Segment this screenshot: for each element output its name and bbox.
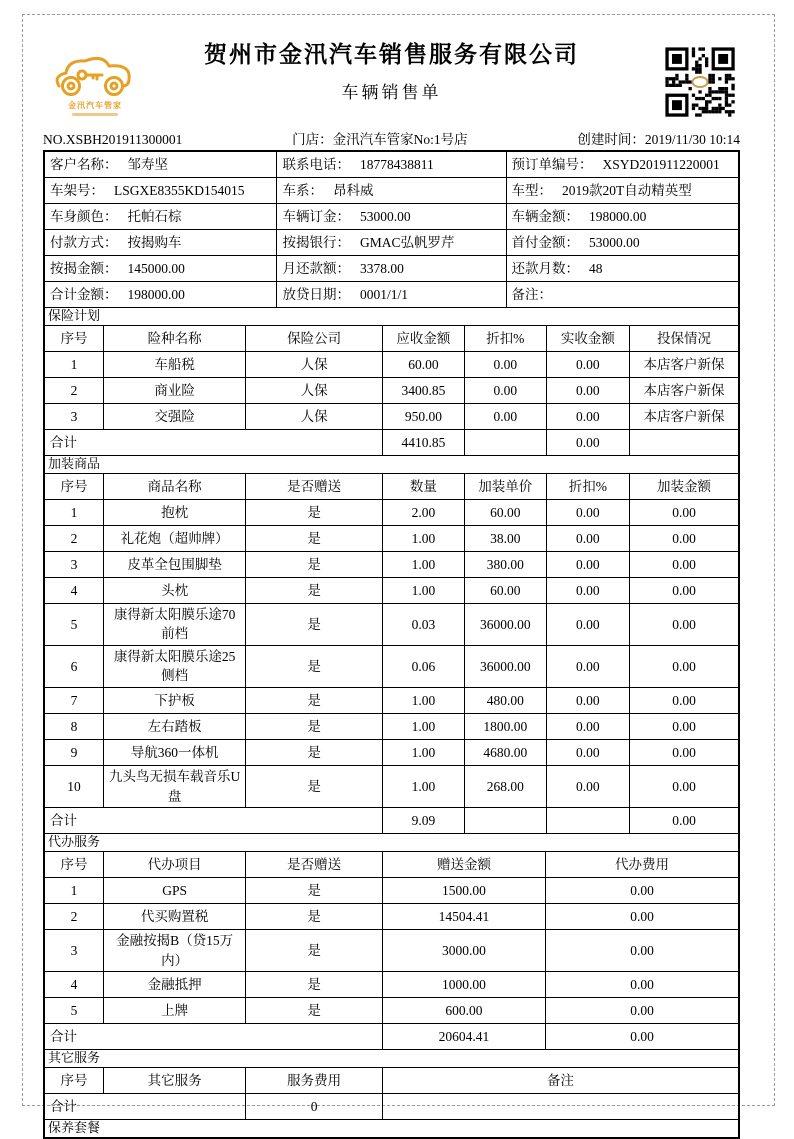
table-cell: 3 (45, 403, 104, 429)
table-cell: 0.00 (546, 766, 629, 808)
column-header: 数量 (382, 473, 464, 499)
table-cell: 60.00 (382, 351, 464, 377)
table-header-row (45, 1068, 739, 1094)
info-label: 还款月数： (511, 260, 579, 276)
table-cell: 是 (246, 878, 383, 904)
table-cell: 1.00 (382, 688, 464, 714)
table-cell: 是 (246, 577, 383, 603)
table-cell: 60.00 (464, 499, 546, 525)
other-services-table (44, 1049, 739, 1120)
table-cell: 36000.00 (464, 603, 546, 645)
info-value: 托帕石棕 (127, 208, 182, 224)
info-cell (45, 282, 277, 308)
column-header: 投保情况 (630, 325, 739, 351)
column-header: 序号 (45, 852, 104, 878)
column-header: 险种名称 (103, 325, 245, 351)
table-cell: 1800.00 (464, 714, 546, 740)
customer-info-table (44, 151, 739, 308)
info-label: 付款方式： (50, 234, 118, 250)
table-cell: 38.00 (464, 525, 546, 551)
table-cell: 3 (45, 551, 104, 577)
column-header: 代办项目 (103, 852, 245, 878)
info-cell (45, 152, 277, 178)
document-header (43, 28, 740, 124)
table-header-row (45, 473, 739, 499)
info-row (45, 204, 739, 230)
info-label: 车辆金额： (511, 208, 579, 224)
table-cell: 2 (45, 377, 104, 403)
total-label: 合计 (45, 1024, 383, 1050)
column-header: 应收金额 (382, 325, 464, 351)
column-header: 代办费用 (546, 852, 739, 878)
table-cell: 是 (246, 551, 383, 577)
table-cell: 人保 (246, 351, 383, 377)
table-cell: 是 (246, 972, 383, 998)
table-cell: 皮革全包围脚垫 (103, 551, 245, 577)
table-cell: 14504.41 (382, 904, 545, 930)
table-cell: 480.00 (464, 688, 546, 714)
table-cell: 是 (246, 766, 383, 808)
table-cell: 0.00 (546, 930, 739, 972)
info-value: 0001/1/1 (359, 286, 408, 302)
table-cell: 是 (246, 645, 383, 687)
table-row (45, 577, 739, 603)
column-header: 其它服务 (103, 1068, 245, 1094)
info-value: 2019款20T自动精英型 (562, 182, 692, 198)
table-cell: 0.00 (630, 688, 739, 714)
table-cell: 9 (45, 740, 104, 766)
total-cell: 9.09 (382, 808, 464, 834)
table-cell: 0.00 (630, 525, 739, 551)
table-row (45, 972, 739, 998)
total-row (45, 429, 739, 455)
info-label: 车辆订金： (282, 208, 350, 224)
table-cell: GPS (103, 878, 245, 904)
company-logo (49, 46, 141, 116)
info-label: 按揭金额： (50, 260, 118, 276)
table-cell: 6 (45, 645, 104, 687)
info-label: 车身颜色： (50, 208, 118, 224)
table-cell: 0.00 (546, 972, 739, 998)
total-cell (382, 1094, 738, 1120)
info-label: 联系电话： (282, 156, 350, 172)
total-cell (546, 808, 629, 834)
table-cell: 康得新太阳膜乐途70前档 (103, 603, 245, 645)
table-cell: 1000.00 (382, 972, 545, 998)
section-title: 保养套餐 (45, 1120, 739, 1138)
accessories-table (44, 455, 739, 834)
info-cell (506, 282, 739, 308)
table-row (45, 904, 739, 930)
table-cell: 是 (246, 998, 383, 1024)
info-value: 3378.00 (359, 260, 404, 276)
total-cell: 0.00 (546, 1024, 739, 1050)
table-cell: 是 (246, 499, 383, 525)
table-cell: 1500.00 (382, 878, 545, 904)
table-cell: 九头鸟无损车载音乐U盘 (103, 766, 245, 808)
table-cell: 金融按揭B（贷15万内） (103, 930, 245, 972)
table-cell: 1.00 (382, 551, 464, 577)
table-cell: 1.00 (382, 714, 464, 740)
total-cell: 0.00 (546, 429, 629, 455)
table-cell: 是 (246, 688, 383, 714)
info-value: GMAC弘帆罗芹 (359, 234, 455, 250)
info-cell (45, 230, 277, 256)
store-name (292, 128, 468, 148)
info-label: 首付金额： (511, 234, 579, 250)
table-cell: 0.00 (546, 603, 629, 645)
info-value: 昂科威 (332, 182, 374, 198)
table-cell: 0.00 (546, 688, 629, 714)
section-title-row (45, 1050, 739, 1068)
table-cell: 0.00 (630, 577, 739, 603)
table-header-row (45, 325, 739, 351)
info-label: 车架号： (50, 182, 104, 198)
table-row (45, 551, 739, 577)
info-value: 145000.00 (127, 260, 185, 276)
created-time (577, 128, 740, 148)
table-cell: 0.00 (630, 645, 739, 687)
table-cell: 36000.00 (464, 645, 546, 687)
column-header: 服务费用 (246, 1068, 383, 1094)
table-cell: 2 (45, 525, 104, 551)
table-row (45, 766, 739, 808)
column-header: 加装金额 (630, 473, 739, 499)
info-row (45, 152, 739, 178)
table-cell: 0.00 (546, 551, 629, 577)
table-cell: 1.00 (382, 577, 464, 603)
table-cell: 0.00 (630, 603, 739, 645)
table-cell: 0.00 (546, 499, 629, 525)
table-row (45, 403, 739, 429)
order-number: NO.XSBH201911300001 (43, 132, 183, 147)
info-cell (45, 178, 277, 204)
info-cell (506, 256, 739, 282)
table-cell: 0.00 (464, 377, 546, 403)
document-title: 车辆销售单 (341, 83, 442, 102)
meta-line (43, 124, 740, 150)
table-cell: 1 (45, 499, 104, 525)
title-block (43, 28, 740, 103)
info-cell (277, 230, 506, 256)
table-cell: 1.00 (382, 525, 464, 551)
table-cell: 抱枕 (103, 499, 245, 525)
column-header: 序号 (45, 325, 104, 351)
table-row (45, 740, 739, 766)
table-cell: 0.00 (464, 351, 546, 377)
info-row (45, 178, 739, 204)
maintenance-table (44, 1119, 739, 1138)
agency-services-table (44, 833, 739, 1050)
table-cell: 0.00 (630, 740, 739, 766)
info-label: 客户名称： (50, 156, 118, 172)
info-cell (506, 178, 739, 204)
table-cell: 0.00 (546, 740, 629, 766)
table-row (45, 688, 739, 714)
column-header: 保险公司 (246, 325, 383, 351)
section-title-row (45, 1120, 739, 1138)
total-cell: 0.00 (630, 808, 739, 834)
table-row (45, 377, 739, 403)
info-label: 车型： (511, 182, 552, 198)
info-value: 53000.00 (589, 234, 640, 250)
info-label: 月还款额： (282, 260, 350, 276)
table-cell: 0.00 (630, 499, 739, 525)
info-value: 18778438811 (359, 156, 434, 172)
table-cell: 1 (45, 878, 104, 904)
table-cell: 0.00 (546, 403, 629, 429)
column-header: 序号 (45, 1068, 104, 1094)
table-row (45, 930, 739, 972)
table-cell: 左右踏板 (103, 714, 245, 740)
table-cell: 0.00 (464, 403, 546, 429)
section-title: 代办服务 (45, 834, 739, 852)
table-cell: 0.00 (546, 525, 629, 551)
total-cell: 4410.85 (382, 429, 464, 455)
table-cell: 60.00 (464, 577, 546, 603)
info-row (45, 282, 739, 308)
table-cell: 1 (45, 351, 104, 377)
total-label: 合计 (45, 429, 383, 455)
section-title: 其它服务 (45, 1050, 739, 1068)
column-header: 赠送金额 (382, 852, 545, 878)
table-cell: 380.00 (464, 551, 546, 577)
table-cell: 是 (246, 525, 383, 551)
table-cell: 金融抵押 (103, 972, 245, 998)
table-cell: 0.00 (546, 577, 629, 603)
table-cell: 人保 (246, 403, 383, 429)
table-cell: 上牌 (103, 998, 245, 1024)
info-value: 邹寿坚 (127, 156, 168, 172)
info-cell (277, 204, 506, 230)
table-cell: 3000.00 (382, 930, 545, 972)
table-cell: 0.00 (630, 766, 739, 808)
table-cell: 交强险 (103, 403, 245, 429)
table-cell: 2 (45, 904, 104, 930)
qr-code (662, 44, 738, 120)
table-cell: 下护板 (103, 688, 245, 714)
table-row (45, 351, 739, 377)
total-row (45, 1094, 739, 1120)
total-cell: 20604.41 (382, 1024, 545, 1050)
table-cell: 4 (45, 972, 104, 998)
info-value: 198000.00 (589, 208, 647, 224)
total-row (45, 1024, 739, 1050)
table-cell: 0.00 (546, 377, 629, 403)
table-cell: 本店客户新保 (630, 377, 739, 403)
total-cell (630, 429, 739, 455)
info-label: 车系： (282, 182, 323, 198)
table-cell: 代买购置税 (103, 904, 245, 930)
table-cell: 康得新太阳膜乐途25侧档 (103, 645, 245, 687)
table-row (45, 603, 739, 645)
table-cell: 600.00 (382, 998, 545, 1024)
column-header: 折扣% (546, 473, 629, 499)
created-label: 创建时间： (577, 132, 645, 147)
info-cell (506, 152, 739, 178)
table-cell: 1.00 (382, 766, 464, 808)
column-header: 加装单价 (464, 473, 546, 499)
table-cell: 0.00 (630, 714, 739, 740)
column-header: 是否赠送 (246, 473, 383, 499)
info-cell (277, 282, 506, 308)
store-label: 门店： (292, 132, 333, 147)
info-cell (277, 152, 506, 178)
info-value: 48 (589, 260, 603, 276)
info-label: 放贷日期： (282, 286, 350, 302)
info-label: 按揭银行： (282, 234, 350, 250)
section-title: 加装商品 (45, 455, 739, 473)
table-cell: 0.00 (630, 551, 739, 577)
info-cell (277, 178, 506, 204)
table-cell: 本店客户新保 (630, 403, 739, 429)
total-cell (464, 429, 546, 455)
table-cell: 人保 (246, 377, 383, 403)
info-cell (506, 204, 739, 230)
info-value: 按揭购车 (127, 234, 182, 250)
table-cell: 是 (246, 714, 383, 740)
table-cell: 0.00 (546, 878, 739, 904)
document-content (43, 28, 740, 1139)
info-label: 备注： (511, 286, 552, 302)
table-cell: 4 (45, 577, 104, 603)
table-cell: 车船税 (103, 351, 245, 377)
table-cell: 4680.00 (464, 740, 546, 766)
company-name: 贺州市金汛汽车销售服务有限公司 (204, 42, 579, 67)
info-cell (45, 204, 277, 230)
table-row (45, 499, 739, 525)
total-row (45, 808, 739, 834)
table-cell: 0.00 (546, 998, 739, 1024)
table-row (45, 525, 739, 551)
insurance-table (44, 307, 739, 456)
table-cell: 商业险 (103, 377, 245, 403)
table-cell: 0.00 (546, 714, 629, 740)
column-header: 序号 (45, 473, 104, 499)
table-header-row (45, 852, 739, 878)
section-title-row (45, 308, 739, 326)
table-cell: 0.00 (546, 351, 629, 377)
table-row (45, 645, 739, 687)
table-cell: 1.00 (382, 740, 464, 766)
table-cell: 10 (45, 766, 104, 808)
table-cell: 是 (246, 740, 383, 766)
table-cell: 0.06 (382, 645, 464, 687)
logo-subtext-decoration (72, 113, 118, 116)
car-logo-icon (51, 46, 139, 98)
section-title-row (45, 834, 739, 852)
column-header: 实收金额 (546, 325, 629, 351)
table-cell: 950.00 (382, 403, 464, 429)
table-cell: 本店客户新保 (630, 351, 739, 377)
info-label: 合计金额： (50, 286, 118, 302)
table-cell: 是 (246, 930, 383, 972)
table-row (45, 998, 739, 1024)
info-label: 预订单编号： (511, 156, 593, 172)
info-row (45, 230, 739, 256)
table-cell: 是 (246, 904, 383, 930)
table-cell: 0.03 (382, 603, 464, 645)
table-cell: 5 (45, 998, 104, 1024)
info-value: 198000.00 (127, 286, 185, 302)
column-header: 是否赠送 (246, 852, 383, 878)
info-value: LSGXE8355KD154015 (114, 182, 245, 198)
table-cell: 礼花炮（超帅牌） (103, 525, 245, 551)
info-cell (45, 256, 277, 282)
sales-order-table (43, 150, 740, 1139)
created-value: 2019/11/30 10:14 (644, 132, 740, 147)
table-cell: 2.00 (382, 499, 464, 525)
table-cell: 头枕 (103, 577, 245, 603)
info-cell (506, 230, 739, 256)
info-row (45, 256, 739, 282)
table-cell: 268.00 (464, 766, 546, 808)
total-cell (464, 808, 546, 834)
table-cell: 8 (45, 714, 104, 740)
table-cell: 是 (246, 603, 383, 645)
table-cell: 0.00 (546, 904, 739, 930)
table-cell: 0.00 (546, 645, 629, 687)
section-title-row (45, 455, 739, 473)
column-header: 备注 (382, 1068, 738, 1094)
table-cell: 导航360一体机 (103, 740, 245, 766)
store-value: 金汛汽车管家No:1号店 (332, 132, 468, 147)
logo-caption: 金汛汽车管家 (68, 101, 122, 110)
column-header: 商品名称 (103, 473, 245, 499)
column-header: 折扣% (464, 325, 546, 351)
total-label: 合计 (45, 1094, 246, 1120)
info-value: 53000.00 (359, 208, 411, 224)
table-row (45, 714, 739, 740)
table-cell: 3400.85 (382, 377, 464, 403)
info-cell (277, 256, 506, 282)
total-label: 合计 (45, 808, 383, 834)
table-cell: 3 (45, 930, 104, 972)
table-row (45, 878, 739, 904)
total-cell: 0 (246, 1094, 383, 1120)
info-value: XSYD201911220001 (602, 156, 720, 172)
table-cell: 5 (45, 603, 104, 645)
table-cell: 7 (45, 688, 104, 714)
section-title: 保险计划 (45, 308, 739, 326)
